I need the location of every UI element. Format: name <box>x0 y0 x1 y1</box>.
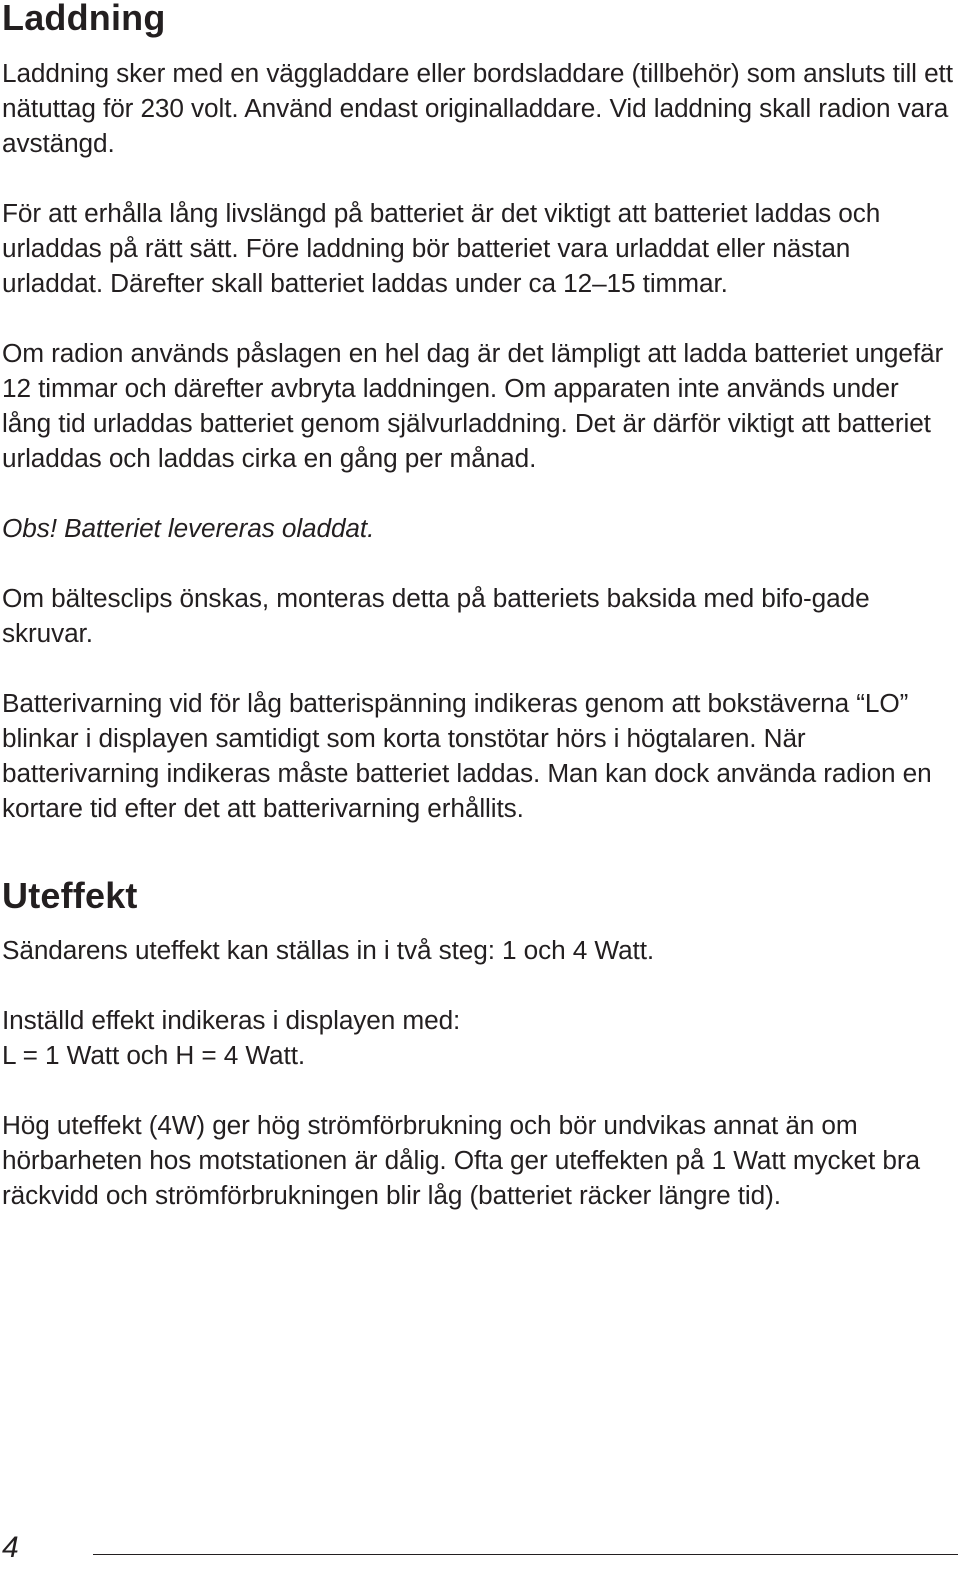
paragraph-output-steps: Sändarens uteffekt kan ställas in i två steg: 1 och 4 Watt. <box>2 935 655 965</box>
charging-intro-text: Laddning sker med en väggladdare eller bordsladdare (tillbehör) som ansluts till ett nätuttag för 230 volt. Använd endast originalladdare. Vid laddning skall radion vara avstängd. <box>2 58 953 158</box>
paragraph-output-indication <box>2 1003 954 1073</box>
paragraph-high-output: Hög uteffekt (4W) ger hög strömförbrukning och bör undvikas annat än om hörbarheten hos motstationen är dålig. Ofta ger uteffekten på 1 Watt mycket bra räckvidd och strömförbrukningen blir låg (batteriet räcker längre tid). <box>2 1110 920 1210</box>
battery-life-text: För att erhålla lång livslängd på batteriet är det viktigt att batteriet laddas och urladdas på rätt sätt. Före laddning bör batteriet vara urladdat eller nästan urladdat. Därefter skall batteriet laddas under ca 12–15 timmar. <box>2 198 881 298</box>
paragraph-belt-clip: Om bältesclips önskas, monteras detta på batteriets baksida med bifo-gade skruvar. <box>2 583 870 648</box>
paragraph-daily-use <box>2 336 954 476</box>
paragraph-charging-intro <box>2 56 954 161</box>
daily-use-text: Om radion används påslagen en hel dag är det lämpligt att ladda batteriet ungefär 12 timmar och därefter avbryta laddningen. Om apparaten inte används under lång tid urladdas batteriet genom självurladdning. Det är därför viktigt att batteriet urladdas och laddas cirka en gång per månad. <box>2 338 944 473</box>
manual-page <box>2 0 954 1213</box>
paragraph-battery-life <box>2 196 954 301</box>
obs-note: Obs! Batteriet levereras oladdat. <box>2 513 375 543</box>
output-indication-line2: L = 1 Watt och H = 4 Watt. <box>2 1040 306 1070</box>
paragraph-battery-warning: Batterivarning vid för låg batterispänning indikeras genom att bokstäverna “LO” blinkar i displayen samtidigt som korta tonstötar hörs i högtalaren. När batterivarning indikeras måste batteriet laddas. Man kan dock använda radion en kortare tid efter det att batterivarning erhållits. <box>2 688 932 823</box>
output-indication-line1: Inställd effekt indikeras i displayen med: <box>2 1005 461 1035</box>
heading-laddning: Laddning <box>2 0 166 38</box>
footer-divider <box>93 1554 958 1555</box>
page-number: 4 <box>2 1531 19 1564</box>
heading-uteffekt: Uteffekt <box>2 875 138 916</box>
